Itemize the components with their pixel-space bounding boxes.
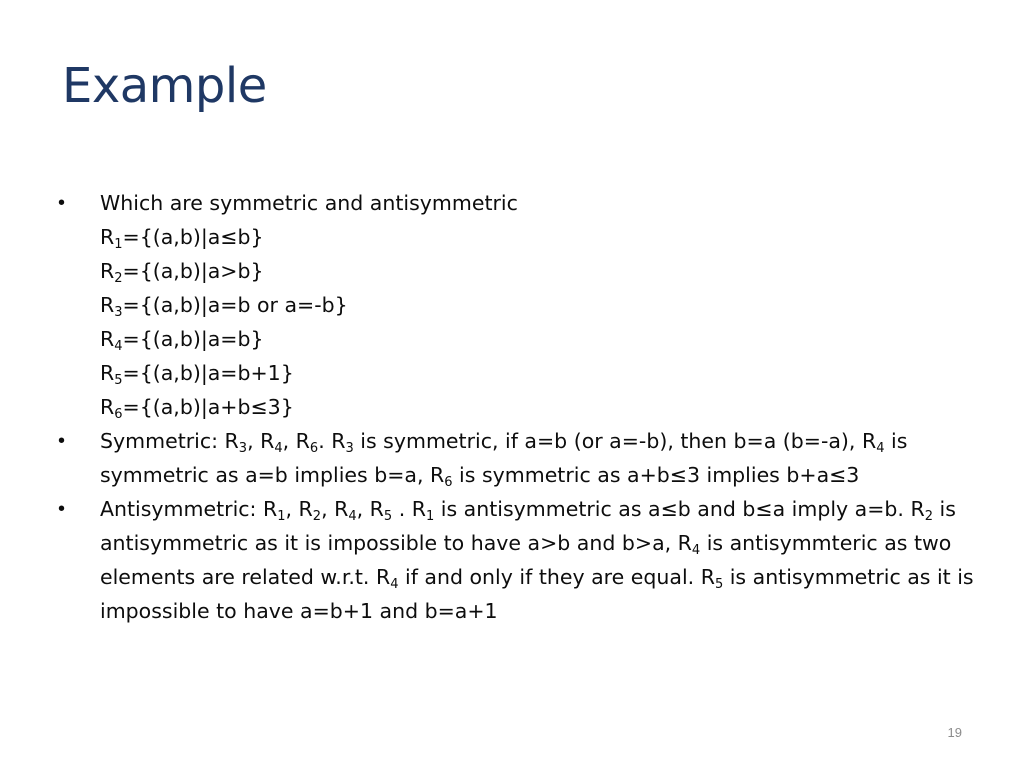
bullet-item-1	[58, 186, 978, 220]
text-segment: is antisymmetric as a≤b and b≤a imply a=b. R	[434, 497, 925, 521]
relation-r4	[58, 322, 978, 356]
subscript: 5	[714, 577, 724, 592]
relation-name: R	[100, 395, 115, 419]
relation-name: R	[100, 361, 115, 385]
subscript: 1	[277, 509, 286, 524]
subscript: 2	[924, 509, 933, 524]
relation-subscript: 4	[114, 339, 123, 354]
text-segment: if and only if they are equal. R	[398, 565, 715, 589]
text-segment: , R	[321, 497, 349, 521]
relation-subscript: 3	[114, 305, 123, 320]
relation-definition: ={(a,b)|a=b+1}	[122, 361, 294, 385]
relation-name: R	[100, 225, 115, 249]
antisymmetric-explanation	[100, 492, 978, 628]
relation-r5	[58, 356, 978, 390]
subscript: 4	[876, 441, 885, 456]
subscript: 6	[309, 441, 319, 456]
text-segment: is symmetric as a+b≤3 implies b+a≤3	[452, 463, 860, 487]
relation-subscript: 6	[114, 407, 123, 422]
text-segment: , R	[285, 497, 313, 521]
subscript: 3	[345, 441, 354, 456]
subscript: 4	[274, 441, 283, 456]
relation-r1	[58, 220, 978, 254]
relation-subscript: 2	[114, 271, 123, 286]
relation-name: R	[100, 293, 115, 317]
symmetric-explanation	[100, 424, 978, 492]
subscript: 1	[425, 509, 435, 524]
bullet-text: Which are symmetric and antisymmetric	[100, 191, 518, 215]
text-segment: , R	[247, 429, 275, 453]
page-number: 19	[947, 725, 962, 740]
subscript: 4	[390, 577, 399, 592]
relation-subscript: 1	[114, 237, 123, 252]
slide-content	[58, 186, 978, 628]
relation-subscript: 5	[114, 373, 123, 388]
subscript: 2	[312, 509, 322, 524]
relation-definition: ={(a,b)|a≤b}	[122, 225, 264, 249]
text-segment: is symmetric, if a=b (or a=-b), then b=a (b=-a), R	[353, 429, 877, 453]
relation-r6	[58, 390, 978, 424]
bullet-item-2	[58, 424, 978, 492]
subscript: 5	[383, 509, 393, 524]
text-segment: , R	[356, 497, 384, 521]
bullet-item-3	[58, 492, 978, 628]
bullet-icon: •	[58, 430, 66, 452]
text-segment: Symmetric: R	[100, 429, 239, 453]
text-segment: . R	[318, 429, 346, 453]
text-segment: Antisymmetric: R	[100, 497, 278, 521]
relation-r2	[58, 254, 978, 288]
text-segment: is antisymmetric as it is impossible to have a=b+1 and b=a+1	[100, 565, 974, 623]
subscript: 4	[691, 543, 701, 558]
bullet-icon: •	[58, 498, 66, 520]
text-segment: . R	[392, 497, 426, 521]
relation-name: R	[100, 259, 115, 283]
relation-definition: ={(a,b)|a+b≤3}	[122, 395, 294, 419]
slide-title: Example	[62, 58, 267, 114]
bullet-icon: •	[58, 192, 66, 214]
relation-definition: ={(a,b)|a=b}	[122, 327, 264, 351]
text-segment: , R	[282, 429, 310, 453]
relation-r3	[58, 288, 978, 322]
subscript: 6	[444, 475, 453, 490]
text-segment: is symmetric as a=b implies b=a, R	[100, 429, 908, 487]
relation-definition: ={(a,b)|a=b or a=-b}	[122, 293, 348, 317]
relation-definition: ={(a,b)|a>b}	[122, 259, 264, 283]
relation-name: R	[100, 327, 115, 351]
subscript: 4	[348, 509, 357, 524]
subscript: 3	[238, 441, 248, 456]
text-segment: is antisymmteric as two elements are related w.r.t. R	[100, 531, 952, 589]
text-segment: is antisymmetric as it is impossible to have a>b and b>a, R	[100, 497, 956, 555]
